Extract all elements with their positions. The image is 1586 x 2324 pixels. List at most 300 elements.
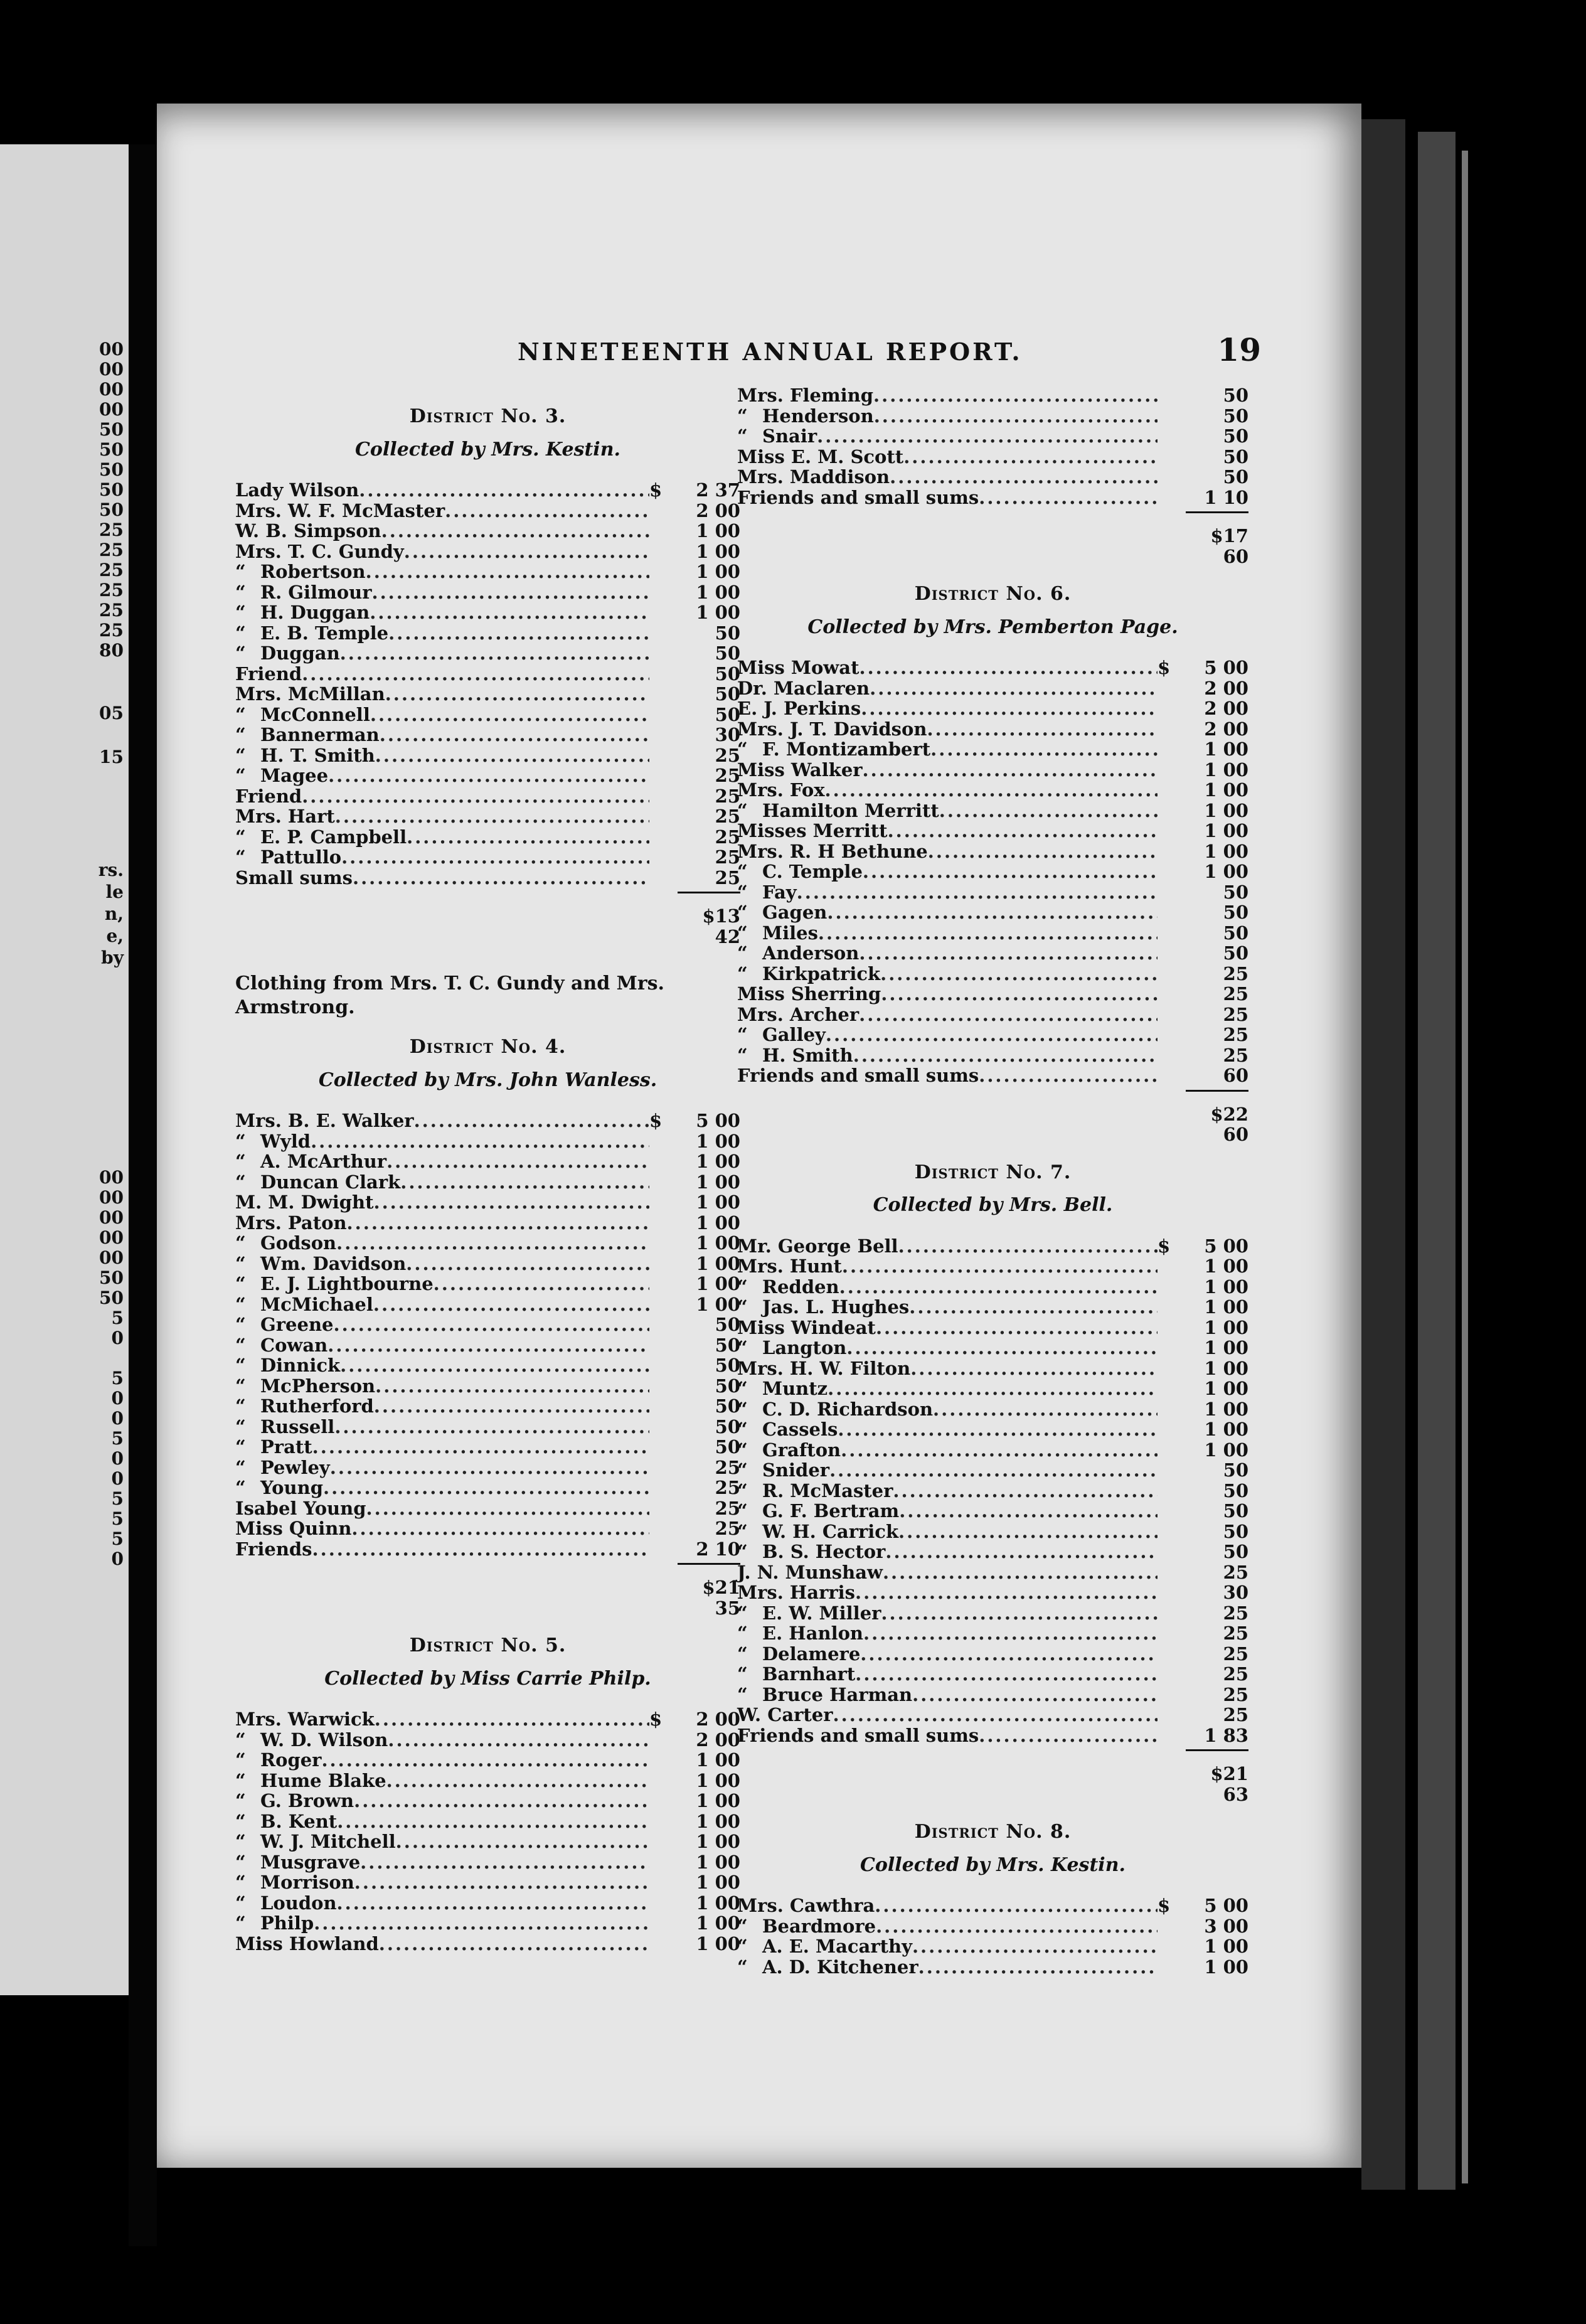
donor-name-text: Wyld: [260, 1130, 311, 1152]
donor-name: [737, 1358, 910, 1379]
donation-amount: [649, 1314, 740, 1335]
donor-name: [737, 698, 861, 719]
amount-value: 50: [1223, 1479, 1248, 1501]
donor-row: [235, 1151, 740, 1172]
donor-row: [737, 882, 1248, 903]
donor-row: [235, 847, 740, 868]
amount-value: 25: [715, 744, 740, 766]
donation-amount: [649, 1254, 740, 1274]
amount-value: 1 00: [1204, 1316, 1248, 1338]
donor-name: [737, 426, 817, 447]
donor-name-text: Miss Quinn: [235, 1518, 352, 1539]
amount-value: 1 00: [1204, 779, 1248, 801]
donor-name: [235, 1852, 360, 1873]
donor-name-text: Small sums: [235, 866, 353, 888]
donation-amount: [1158, 1522, 1248, 1542]
left-page-number: 00: [99, 339, 124, 360]
donor-name: [235, 1111, 414, 1131]
donor-name: [737, 1236, 898, 1257]
leader-dots: [874, 406, 1158, 427]
ditto-mark: “: [235, 1892, 246, 1914]
leader-dots: [893, 1481, 1158, 1501]
donor-name: [737, 1318, 876, 1338]
donor-name: [737, 719, 927, 740]
left-page-number: 5: [111, 1368, 124, 1389]
amount-value: 2 00: [1204, 677, 1248, 699]
donor-row: [737, 1005, 1248, 1025]
donor-row: [737, 801, 1248, 821]
amount-value: 1 00: [1204, 1956, 1248, 1978]
amount-value: 3 00: [1204, 1915, 1248, 1937]
ditto-mark: “: [235, 1912, 246, 1934]
donor-row: [235, 1437, 740, 1458]
donor-row: [737, 1297, 1248, 1318]
donor-row: [235, 1771, 740, 1791]
donor-name-text: W. Carter: [737, 1704, 833, 1725]
donation-amount: [649, 1750, 740, 1771]
donor-name: [737, 1277, 839, 1298]
leader-dots: [354, 1791, 649, 1811]
leader-dots: [918, 1957, 1158, 1978]
donor-name: [235, 868, 353, 888]
donation-amount: [1158, 1501, 1248, 1522]
donation-amount: [1158, 1440, 1248, 1461]
donation-amount: [1158, 1685, 1248, 1705]
donor-row: [235, 1934, 740, 1954]
leader-dots: [870, 678, 1158, 699]
ditto-mark: “: [737, 1024, 748, 1045]
donor-name-text: H. Duggan: [260, 602, 370, 623]
donation-amount: [1158, 1603, 1248, 1624]
ditto-mark: “: [235, 1334, 246, 1356]
leader-dots: [386, 1771, 649, 1791]
dollar-sign: $: [1158, 1895, 1171, 1916]
donor-name: [737, 1895, 875, 1916]
donor-name: [235, 1831, 396, 1852]
donor-name-text: Langton: [762, 1337, 847, 1358]
donor-name: [235, 827, 407, 848]
donation-amount: [649, 1192, 740, 1213]
donation-amount: [649, 705, 740, 725]
collector-line: Collected by Mrs. Kestin.: [355, 438, 620, 461]
donor-name-text: Henderson: [762, 405, 874, 427]
leader-dots: [855, 1664, 1158, 1685]
ditto-mark: “: [235, 561, 246, 582]
donor-name-text: A. E. Macarthy: [762, 1936, 912, 1957]
donor-name-text: Mrs. W. F. McMaster: [235, 499, 445, 521]
donor-name: [235, 1730, 388, 1751]
ditto-mark: “: [235, 1314, 246, 1335]
amount-value: 50: [715, 703, 740, 725]
donor-name-text: Kirkpatrick: [762, 962, 881, 984]
left-page-number: 00: [99, 1207, 124, 1228]
donor-name-text: Miss Howland: [235, 1932, 379, 1954]
amount-value: 25: [1223, 1623, 1248, 1644]
donor-name-text: Roger: [260, 1749, 322, 1771]
ditto-mark: “: [235, 826, 246, 848]
left-page-number: 5: [111, 1508, 124, 1529]
ditto-mark: “: [235, 1810, 246, 1832]
donor-row: [737, 1936, 1248, 1957]
donation-amount: [1158, 1065, 1248, 1086]
donor-name: [737, 739, 930, 760]
donor-name-text: Greene: [260, 1314, 334, 1335]
donor-name-text: McPherson: [260, 1375, 376, 1397]
donor-list: [235, 1709, 740, 1954]
donation-amount: [649, 1498, 740, 1519]
donor-name-text: Redden: [762, 1276, 839, 1298]
leader-dots: [860, 1644, 1158, 1665]
donor-name: [737, 1045, 853, 1066]
district-4-section: [235, 1037, 740, 1618]
donor-list: [737, 658, 1248, 1086]
leader-dots: [881, 984, 1158, 1005]
donor-row: [737, 739, 1248, 760]
donation-amount: [1158, 841, 1248, 862]
donation-amount: [649, 1913, 740, 1934]
left-page-number: 00: [99, 399, 124, 420]
amount-value: 50: [715, 642, 740, 664]
leader-dots: [323, 1478, 649, 1498]
amount-value: 1 00: [1204, 799, 1248, 821]
donor-row: [737, 984, 1248, 1005]
donor-name-text: Gagen: [762, 902, 828, 923]
donor-name-text: Miles: [762, 922, 818, 944]
donor-name: [235, 1872, 354, 1893]
amount-value: 1 00: [696, 1273, 740, 1294]
amount-value: 50: [715, 1355, 740, 1376]
donor-row: [235, 1498, 740, 1519]
ditto-mark: “: [737, 425, 748, 447]
donor-name: [235, 1498, 366, 1519]
donation-amount: [649, 1417, 740, 1437]
donor-row: [235, 1913, 740, 1934]
leader-dots: [312, 1437, 649, 1458]
donor-row: [235, 765, 740, 786]
donation-amount: [649, 1111, 740, 1131]
amount-value: 50: [715, 622, 740, 644]
donor-name: [235, 1811, 337, 1832]
donor-name: [737, 902, 827, 923]
left-page-number: 25: [99, 560, 124, 580]
donation-amount: [649, 1151, 740, 1172]
amount-value: 1 00: [1204, 1936, 1248, 1957]
leader-dots: [873, 385, 1158, 406]
donor-name: [235, 1893, 337, 1914]
donation-amount: [1158, 1895, 1248, 1916]
donor-name-text: Magee: [260, 765, 329, 786]
donor-row: [235, 1192, 740, 1213]
donor-name-text: Bruce Harman: [762, 1683, 913, 1705]
donor-name: [235, 1294, 373, 1315]
left-page-fragment: [0, 144, 129, 1995]
amount-value: 1 00: [696, 1212, 740, 1234]
left-page-number: 15: [99, 747, 124, 767]
donor-name-text: Mr. George Bell: [737, 1235, 898, 1257]
leader-dots: [861, 698, 1158, 719]
ditto-mark: “: [737, 1276, 748, 1298]
donation-amount: [649, 1478, 740, 1498]
left-page-number: 50: [99, 1267, 124, 1288]
donor-name: [737, 1501, 899, 1522]
donor-row: [235, 1131, 740, 1152]
donor-name-text: Barnhart: [762, 1663, 856, 1685]
amount-value: 1 00: [1204, 1296, 1248, 1318]
amount-value: 25: [1223, 962, 1248, 984]
donor-name: [737, 1957, 918, 1978]
donor-row: [737, 1644, 1248, 1665]
donation-amount: [649, 521, 740, 541]
leader-dots: [838, 1419, 1158, 1440]
donation-amount: [649, 480, 740, 501]
amount-value: 30: [1223, 1582, 1248, 1603]
donor-name: [235, 521, 381, 541]
amount-value: 1 00: [696, 1831, 740, 1852]
donor-row: [235, 623, 740, 644]
donor-name: [235, 602, 370, 623]
amount-value: 1 00: [1204, 1439, 1248, 1461]
donor-name: [235, 1254, 406, 1274]
amount-value: 1 00: [696, 1151, 740, 1172]
amount-value: 1 00: [1204, 861, 1248, 882]
amount-value: 25: [1223, 1683, 1248, 1705]
donor-row: [737, 385, 1248, 406]
amount-value: 5 00: [696, 1110, 740, 1131]
leader-dots: [898, 1522, 1158, 1542]
donor-row: [737, 1065, 1248, 1086]
donation-amount: [649, 1771, 740, 1791]
page-edge: [1361, 119, 1405, 2190]
donor-row: [235, 1274, 740, 1294]
donation-amount: [649, 1294, 740, 1315]
leader-dots: [359, 480, 649, 501]
leader-dots: [979, 488, 1158, 508]
amount-value: 1 00: [1204, 1337, 1248, 1358]
ditto-mark: “: [737, 1378, 748, 1399]
amount-value: 25: [715, 806, 740, 827]
district-8-section: [737, 1822, 1248, 1977]
ditto-mark: “: [737, 942, 748, 964]
amount-value: 1 00: [1204, 1276, 1248, 1298]
donor-name: [737, 406, 874, 427]
donation-amount: [649, 562, 740, 582]
donation-amount: [1158, 1045, 1248, 1066]
donation-amount: [1158, 1236, 1248, 1257]
amount-value: 50: [715, 1375, 740, 1397]
ditto-mark: “: [235, 744, 246, 766]
donor-name: [737, 1440, 841, 1461]
amount-value: 1 83: [1204, 1724, 1248, 1746]
donor-name: [737, 1065, 979, 1086]
amount-value: 50: [1223, 1500, 1248, 1522]
donor-name: [737, 780, 825, 801]
donor-name: [235, 1335, 327, 1356]
donor-list: [737, 1895, 1248, 1977]
donation-amount: [649, 501, 740, 521]
leader-dots: [407, 827, 649, 848]
donor-row: [737, 943, 1248, 964]
leader-dots: [414, 1111, 649, 1131]
ditto-mark: “: [737, 1459, 748, 1481]
donation-amount: [649, 582, 740, 603]
donor-name: [235, 562, 366, 582]
left-page-number: 05: [99, 703, 124, 723]
district-total: $21 35: [235, 1563, 740, 1618]
left-page-number: 00: [99, 379, 124, 400]
leader-dots: [385, 684, 649, 705]
donation-amount: [1158, 1644, 1248, 1665]
leader-dots: [827, 902, 1158, 923]
ditto-mark: “: [235, 1252, 246, 1274]
left-page-number: 00: [99, 1167, 124, 1188]
ditto-mark: “: [235, 1477, 246, 1498]
leader-dots: [380, 725, 649, 745]
donor-name-text: F. Montizambert: [762, 738, 931, 760]
donation-amount: [1158, 1957, 1248, 1978]
donor-name: [235, 480, 359, 501]
donation-amount: [649, 1396, 740, 1417]
donor-name-text: C. D. Richardson: [762, 1398, 934, 1420]
donor-name-text: Philp: [260, 1912, 314, 1934]
left-page-number: 0: [111, 1408, 124, 1429]
amount-value: 1 00: [696, 1872, 740, 1893]
amount-value: 50: [715, 663, 740, 685]
donor-name-text: W. D. Wilson: [260, 1729, 388, 1751]
donor-name-text: Misses Merritt: [737, 820, 888, 841]
ditto-mark: “: [737, 1296, 748, 1318]
page-number: 19: [1217, 331, 1261, 368]
left-page-number: 5: [111, 1528, 124, 1549]
donor-name-text: Friend: [235, 785, 302, 807]
donor-name: [235, 786, 302, 807]
donor-name-text: Mrs. B. E. Walker: [235, 1110, 414, 1131]
amount-value: 1 00: [696, 1912, 740, 1934]
donor-row: [235, 562, 740, 582]
donor-name-text: Miss Sherring: [737, 983, 881, 1005]
donor-name-text: C. Temple: [762, 861, 863, 882]
leader-dots: [939, 801, 1158, 821]
leader-dots: [933, 1399, 1158, 1420]
leader-dots: [859, 658, 1158, 678]
amount-value: 2 10: [696, 1538, 740, 1560]
donation-amount: [1158, 488, 1248, 508]
ditto-mark: “: [235, 1415, 246, 1437]
ditto-mark: “: [235, 602, 246, 623]
leader-dots: [818, 923, 1158, 944]
donor-name-text: Bannerman: [260, 724, 380, 745]
donor-row: [235, 1172, 740, 1193]
donation-amount: [1158, 467, 1248, 488]
donation-amount: [1158, 964, 1248, 984]
leader-dots: [373, 1294, 649, 1315]
amount-value: 50: [1223, 466, 1248, 488]
donor-row: [737, 426, 1248, 447]
donor-row: [235, 1893, 740, 1914]
donation-amount: [1158, 1318, 1248, 1338]
donor-row: [235, 1518, 740, 1539]
donation-amount: [649, 1437, 740, 1458]
left-page-number: 5: [111, 1308, 124, 1328]
donor-row: [235, 1852, 740, 1873]
donor-name-text: W. B. Simpson: [235, 520, 381, 541]
donation-amount: [1158, 739, 1248, 760]
district-heading: District No. 3.: [409, 405, 567, 427]
donor-row: [235, 1791, 740, 1811]
leader-dots: [817, 426, 1158, 447]
donation-amount: [1158, 698, 1248, 719]
ditto-mark: “: [737, 962, 748, 984]
ditto-mark: “: [235, 1375, 246, 1397]
donor-name-text: E. P. Campbell: [260, 826, 407, 848]
donor-name: [737, 1623, 863, 1644]
donor-row: [737, 780, 1248, 801]
donation-amount: [1158, 1936, 1248, 1957]
donor-name: [737, 1481, 893, 1501]
donor-name: [235, 1458, 330, 1478]
ditto-mark: “: [737, 881, 748, 903]
donor-name: [737, 923, 818, 944]
donor-row: [737, 1725, 1248, 1746]
donor-name: [235, 1518, 351, 1539]
donor-name: [235, 725, 380, 745]
donor-name: [737, 861, 863, 882]
amount-value: 1 00: [1204, 1255, 1248, 1277]
amount-value: 1 00: [696, 1252, 740, 1274]
donor-name-text: M. M. Dwight: [235, 1191, 374, 1213]
leader-dots: [855, 1582, 1158, 1603]
donor-name-text: Mrs. Fox: [737, 779, 825, 801]
leader-dots: [351, 1518, 649, 1539]
donor-row: [737, 1705, 1248, 1725]
donor-row: [737, 1277, 1248, 1298]
donation-amount: [1158, 1277, 1248, 1298]
donation-amount: [649, 786, 740, 807]
left-page-number: 0: [111, 1388, 124, 1409]
donor-name-text: Musgrave: [260, 1851, 361, 1873]
donor-name: [737, 488, 979, 508]
donor-row: [737, 1501, 1248, 1522]
donor-name-text: Snider: [762, 1459, 830, 1481]
amount-value: 1 00: [1204, 820, 1248, 841]
donor-name-text: Mrs. Hart: [235, 806, 335, 827]
amount-value: 50: [1223, 902, 1248, 923]
amount-value: 60: [1223, 1065, 1248, 1086]
donor-name: [737, 1522, 898, 1542]
leader-dots: [863, 861, 1158, 882]
donor-row: [737, 406, 1248, 427]
donation-amount: [649, 1376, 740, 1397]
donation-amount: [649, 1730, 740, 1751]
donor-name-text: Mrs. H. W. Filton: [737, 1357, 911, 1379]
donation-amount: [1158, 882, 1248, 903]
left-page-number: 50: [99, 419, 124, 440]
left-page-number: by: [101, 947, 124, 968]
ditto-mark: “: [737, 1337, 748, 1358]
donation-amount: [649, 1791, 740, 1811]
leader-dots: [883, 1562, 1158, 1583]
donor-row: [737, 1460, 1248, 1481]
donor-name: [235, 664, 302, 685]
donor-name: [235, 541, 404, 562]
donor-name: [737, 658, 859, 678]
donor-row: [737, 964, 1248, 984]
district-5-section: [235, 1636, 740, 1954]
ditto-mark: “: [737, 861, 748, 882]
left-page-number: 25: [99, 600, 124, 621]
donor-name: [737, 467, 890, 488]
donor-row: [235, 664, 740, 685]
donor-name-text: McMichael: [260, 1293, 373, 1315]
